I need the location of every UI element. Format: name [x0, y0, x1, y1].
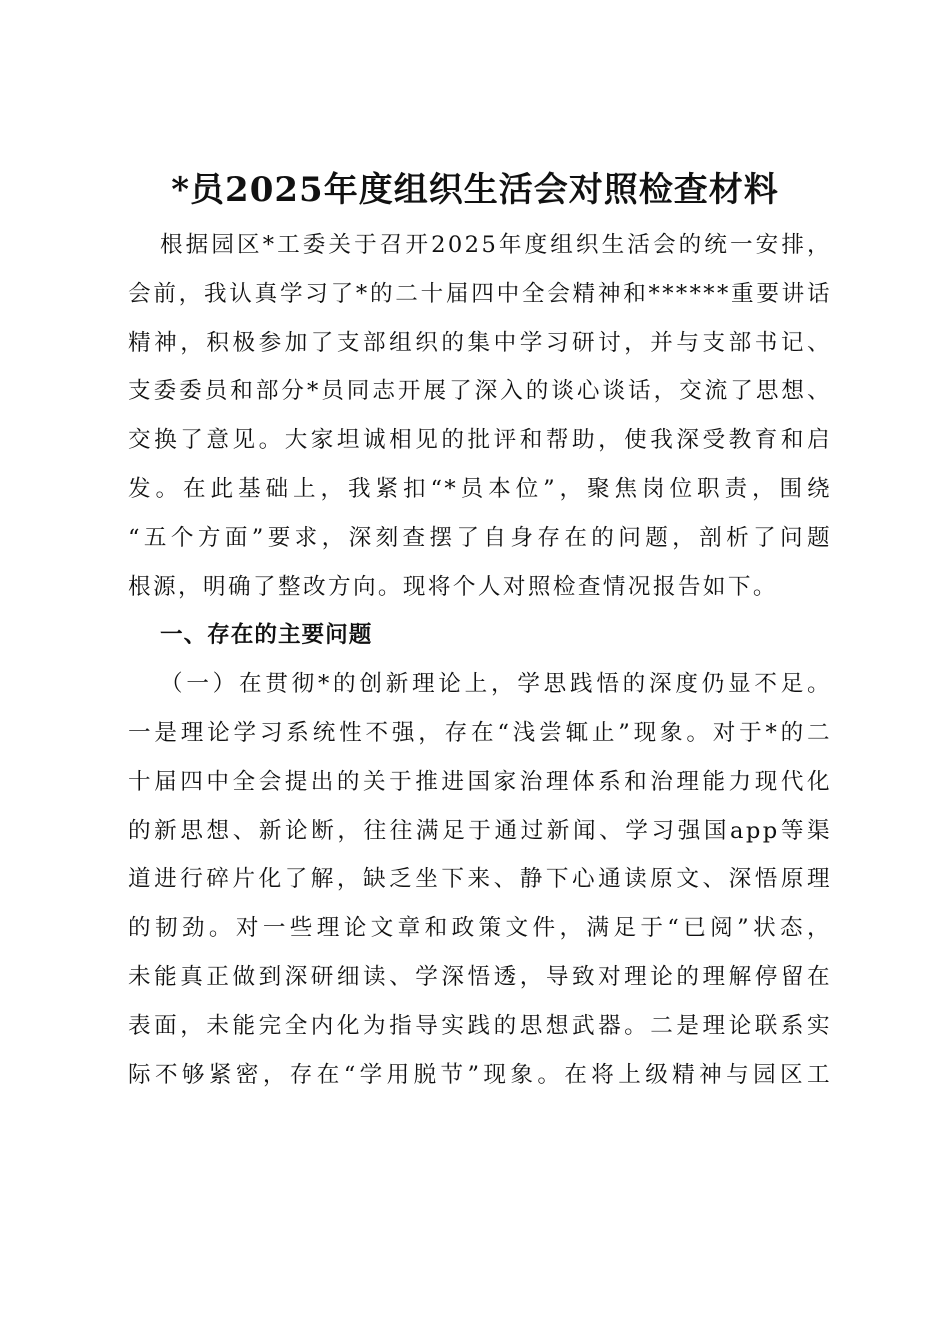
section-heading: 一、存在的主要问题	[160, 622, 373, 649]
intro-line: 根据园区*工委关于召开2025年度组织生活会的统一安排，	[160, 232, 832, 258]
intro-line: 发。在此基础上，我紧扣“*员本位”，聚焦岗位职责，围绕	[128, 475, 832, 502]
intro-line: 精神，积极参加了支部组织的集中学习研讨，并与支部书记、	[128, 329, 832, 356]
document-title: *员2025年度组织生活会对照检查材料	[171, 170, 779, 210]
section-line: 的新思想、新论断，往往满足于通过新闻、学习强国app等渠	[128, 817, 832, 844]
section-line: 一是理论学习系统性不强，存在“浅尝辄止”现象。对于*的二	[128, 719, 832, 746]
section-line: 际不够紧密，存在“学用脱节”现象。在将上级精神与园区工	[128, 1061, 832, 1088]
intro-line: 支委委员和部分*员同志开展了深入的谈心谈话，交流了思想、	[128, 378, 832, 405]
section-line: 表面，未能完全内化为指导实践的思想武器。二是理论联系实	[128, 1012, 832, 1039]
section-line: （一）在贯彻*的创新理论上，学思践悟的深度仍显不足。	[160, 671, 832, 698]
document-body	[128, 221, 832, 1099]
intro-line: 交换了意见。大家坦诚相见的批评和帮助，使我深受教育和启	[128, 427, 832, 454]
section-line: 的韧劲。对一些理论文章和政策文件，满足于“已阅”状态，	[128, 915, 832, 942]
intro-line: 根源，明确了整改方向。现将个人对照检查情况报告如下。	[128, 573, 778, 600]
section-line: 道进行碎片化了解，缺乏坐下来、静下心通读原文、深悟原理	[128, 866, 832, 893]
intro-line: 会前，我认真学习了*的二十届四中全会精神和******重要讲话	[128, 280, 832, 307]
intro-line: “五个方面”要求，深刻查摆了自身存在的问题，剖析了问题	[128, 524, 832, 551]
section-line: 十届四中全会提出的关于推进国家治理体系和治理能力现代化	[128, 768, 832, 795]
section-line: 未能真正做到深研细读、学深悟透，导致对理论的理解停留在	[128, 963, 832, 990]
